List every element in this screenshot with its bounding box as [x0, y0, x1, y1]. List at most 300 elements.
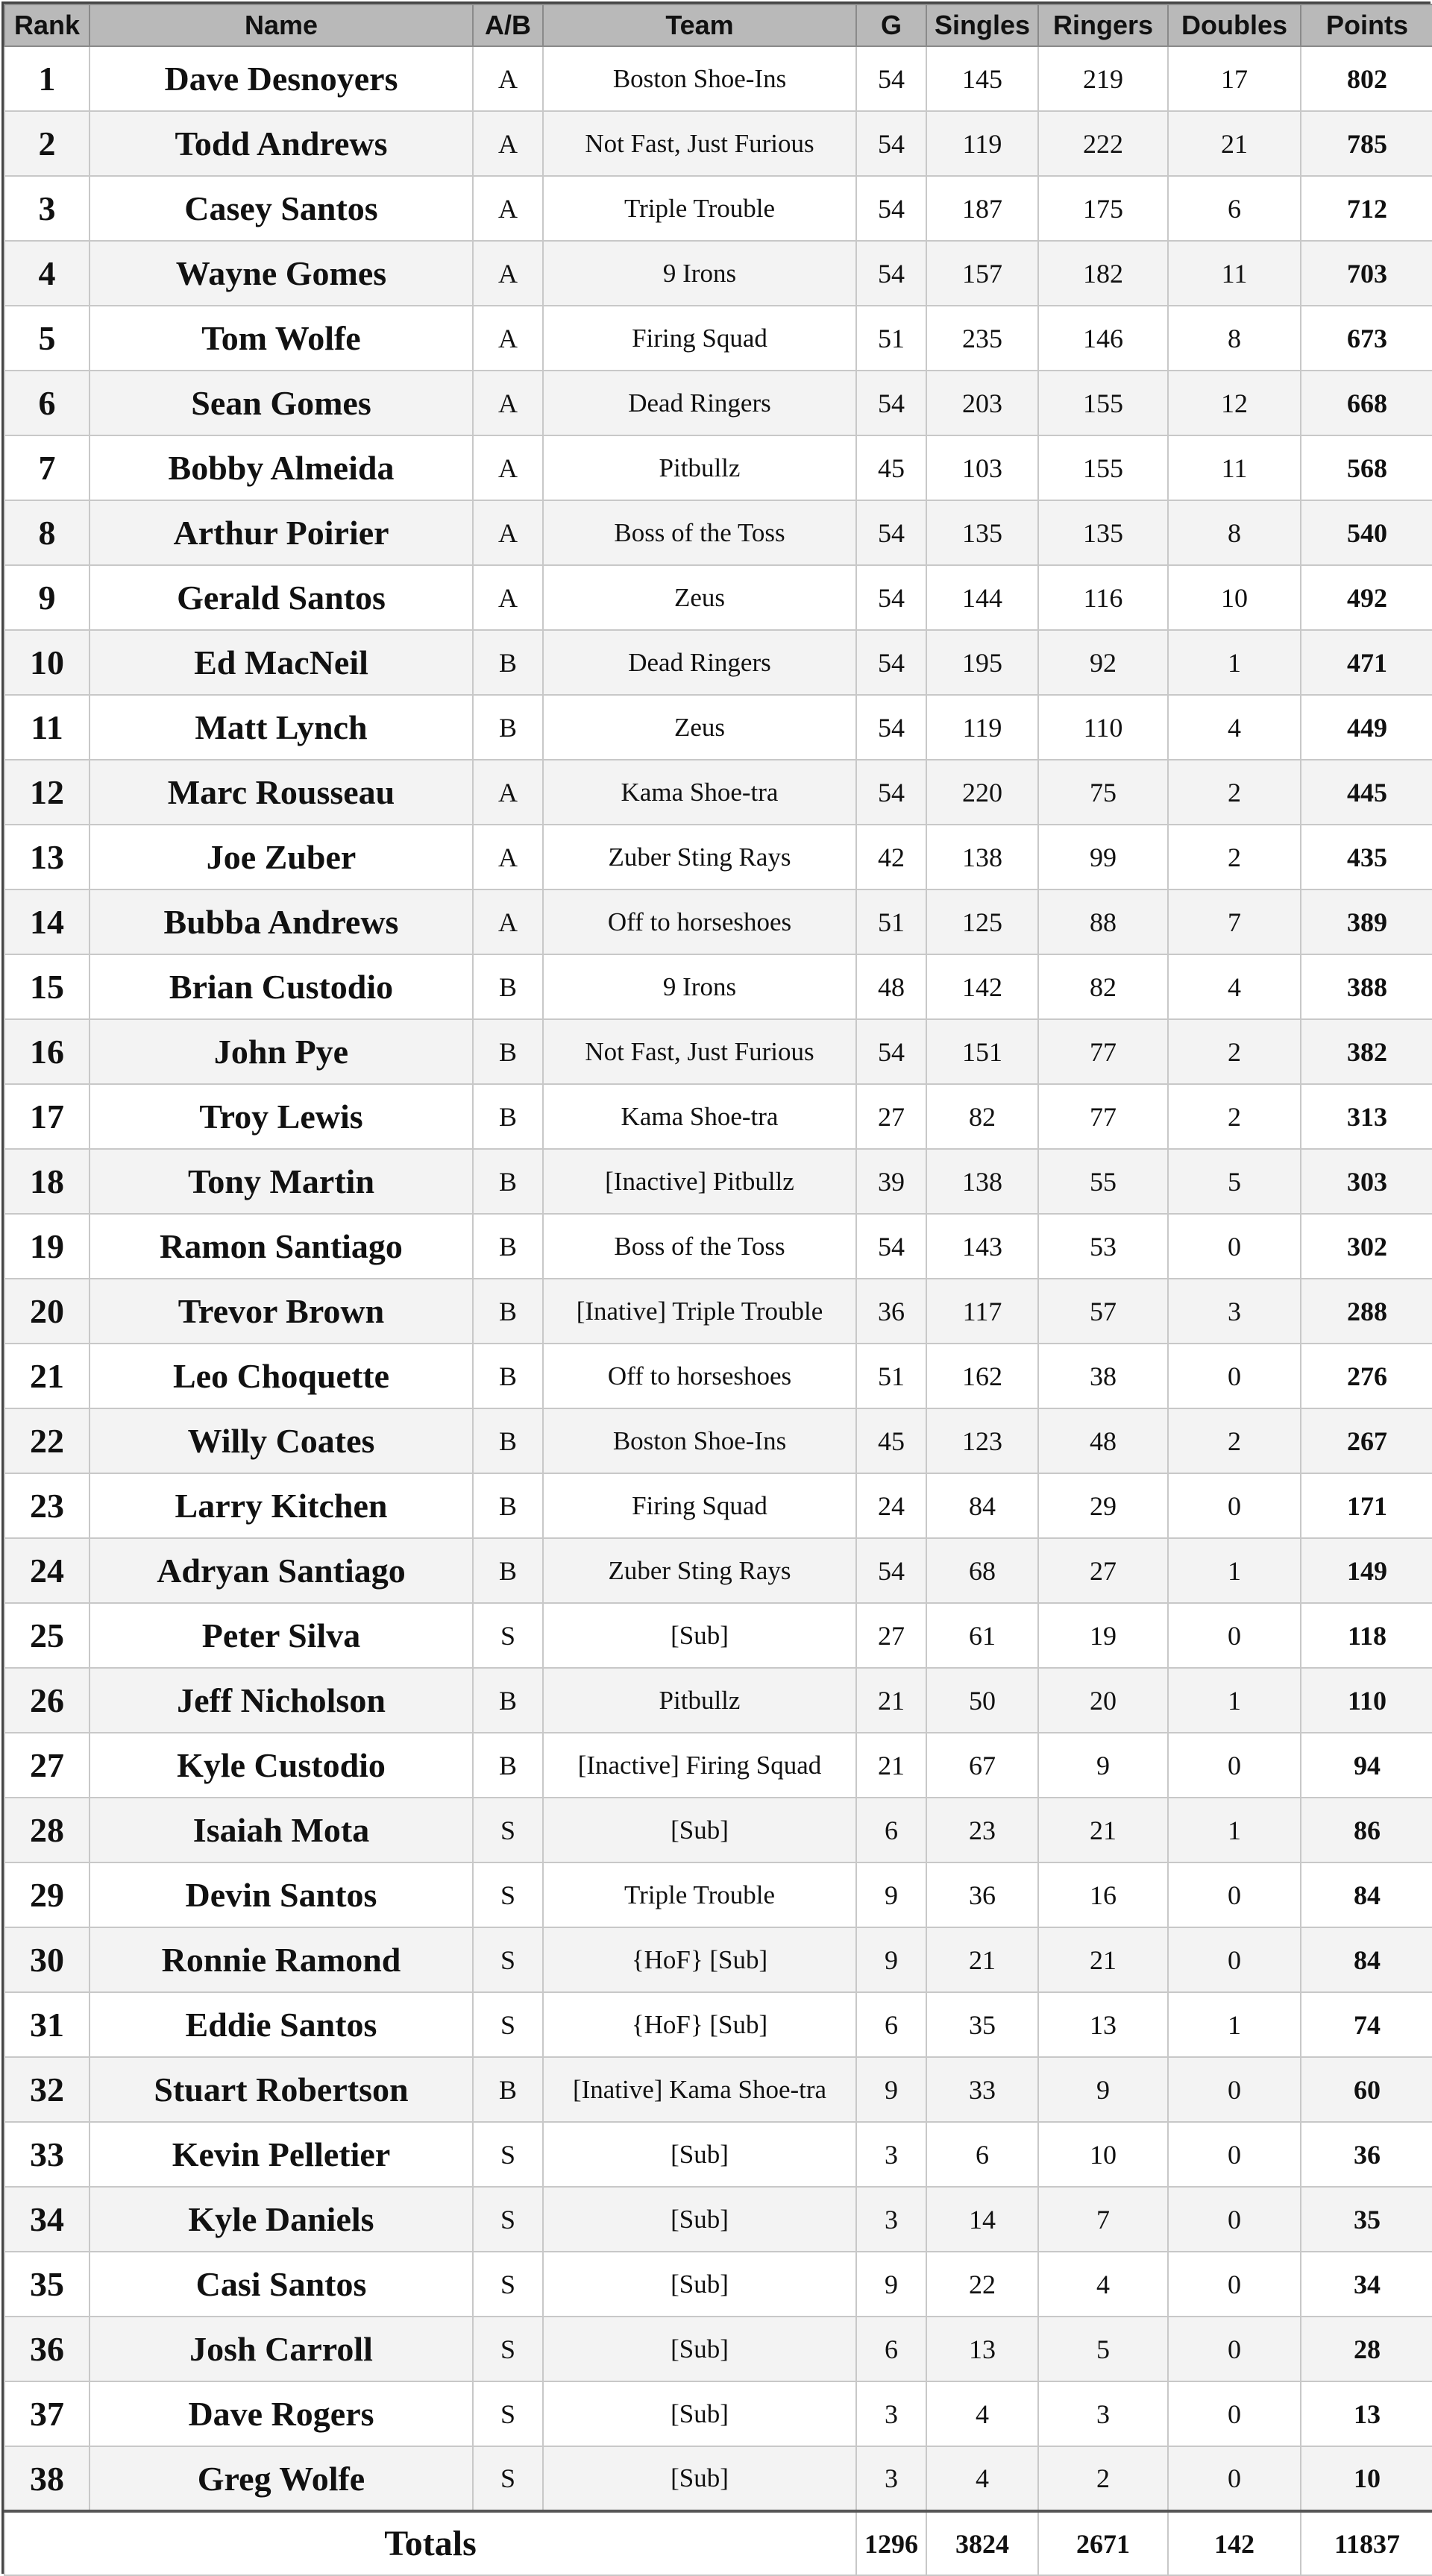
- cell-singles: 138: [926, 825, 1038, 889]
- cell-ringers: 135: [1038, 500, 1168, 565]
- cell-ringers: 155: [1038, 371, 1168, 435]
- cell-points: 302: [1301, 1214, 1432, 1279]
- cell-team: Zeus: [543, 565, 856, 630]
- table-row: [4, 241, 1432, 306]
- cell-points: 389: [1301, 889, 1432, 954]
- cell-name: Kevin Pelletier: [90, 2122, 473, 2187]
- cell-team: Dead Ringers: [543, 371, 856, 435]
- cell-games: 39: [856, 1149, 926, 1214]
- cell-singles: 84: [926, 1473, 1038, 1538]
- header-rank: Rank: [4, 4, 90, 46]
- cell-ringers: 7: [1038, 2187, 1168, 2252]
- cell-games: 54: [856, 500, 926, 565]
- cell-ab: B: [473, 1084, 543, 1149]
- cell-ringers: 38: [1038, 1344, 1168, 1408]
- cell-name: Isaiah Mota: [90, 1798, 473, 1862]
- cell-singles: 4: [926, 2381, 1038, 2446]
- cell-ab: S: [473, 1798, 543, 1862]
- totals-doubles: 142: [1168, 2511, 1301, 2575]
- cell-doubles: 1: [1168, 1538, 1301, 1603]
- cell-singles: 67: [926, 1733, 1038, 1798]
- table-row: [4, 2252, 1432, 2317]
- cell-points: 94: [1301, 1733, 1432, 1798]
- cell-team: [Inative] Kama Shoe-tra: [543, 2057, 856, 2122]
- cell-games: 54: [856, 1019, 926, 1084]
- cell-ringers: 2: [1038, 2446, 1168, 2511]
- cell-name: Willy Coates: [90, 1408, 473, 1473]
- cell-rank: 7: [4, 435, 90, 500]
- cell-singles: 125: [926, 889, 1038, 954]
- totals-singles: 3824: [926, 2511, 1038, 2575]
- cell-doubles: 0: [1168, 1473, 1301, 1538]
- cell-doubles: 0: [1168, 2317, 1301, 2381]
- cell-singles: 4: [926, 2446, 1038, 2511]
- cell-rank: 20: [4, 1279, 90, 1344]
- cell-games: 36: [856, 1279, 926, 1344]
- cell-team: [Inactive] Firing Squad: [543, 1733, 856, 1798]
- cell-points: 382: [1301, 1019, 1432, 1084]
- table-row: [4, 2187, 1432, 2252]
- table-row: [4, 825, 1432, 889]
- cell-singles: 142: [926, 954, 1038, 1019]
- cell-name: Larry Kitchen: [90, 1473, 473, 1538]
- cell-team: 9 Irons: [543, 954, 856, 1019]
- cell-team: {HoF} [Sub]: [543, 1992, 856, 2057]
- cell-singles: 151: [926, 1019, 1038, 1084]
- cell-rank: 9: [4, 565, 90, 630]
- cell-doubles: 0: [1168, 1344, 1301, 1408]
- cell-name: Stuart Robertson: [90, 2057, 473, 2122]
- cell-points: 84: [1301, 1927, 1432, 1992]
- cell-games: 54: [856, 1214, 926, 1279]
- cell-name: Casi Santos: [90, 2252, 473, 2317]
- cell-team: [Sub]: [543, 1798, 856, 1862]
- cell-rank: 36: [4, 2317, 90, 2381]
- cell-games: 3: [856, 2187, 926, 2252]
- table-row: [4, 1019, 1432, 1084]
- table-body: [4, 46, 1432, 2511]
- cell-points: 84: [1301, 1862, 1432, 1927]
- cell-team: Kama Shoe-tra: [543, 1084, 856, 1149]
- cell-games: 3: [856, 2446, 926, 2511]
- cell-name: Josh Carroll: [90, 2317, 473, 2381]
- cell-doubles: 0: [1168, 2446, 1301, 2511]
- cell-ringers: 10: [1038, 2122, 1168, 2187]
- cell-games: 54: [856, 565, 926, 630]
- cell-points: 540: [1301, 500, 1432, 565]
- cell-rank: 37: [4, 2381, 90, 2446]
- table-row: [4, 1992, 1432, 2057]
- cell-doubles: 0: [1168, 1733, 1301, 1798]
- cell-singles: 220: [926, 760, 1038, 825]
- cell-rank: 28: [4, 1798, 90, 1862]
- cell-points: 303: [1301, 1149, 1432, 1214]
- table-row: [4, 1798, 1432, 1862]
- cell-team: Off to horseshoes: [543, 1344, 856, 1408]
- cell-doubles: 0: [1168, 2057, 1301, 2122]
- cell-ab: B: [473, 630, 543, 695]
- cell-team: Zuber Sting Rays: [543, 825, 856, 889]
- cell-points: 10: [1301, 2446, 1432, 2511]
- cell-team: 9 Irons: [543, 241, 856, 306]
- cell-ab: S: [473, 1603, 543, 1668]
- cell-ringers: 77: [1038, 1084, 1168, 1149]
- cell-singles: 117: [926, 1279, 1038, 1344]
- cell-ringers: 175: [1038, 176, 1168, 241]
- cell-points: 13: [1301, 2381, 1432, 2446]
- cell-doubles: 0: [1168, 1927, 1301, 1992]
- cell-points: 445: [1301, 760, 1432, 825]
- cell-team: Dead Ringers: [543, 630, 856, 695]
- cell-ringers: 155: [1038, 435, 1168, 500]
- cell-points: 435: [1301, 825, 1432, 889]
- cell-doubles: 8: [1168, 500, 1301, 565]
- cell-rank: 26: [4, 1668, 90, 1733]
- cell-games: 54: [856, 176, 926, 241]
- cell-ab: S: [473, 2187, 543, 2252]
- cell-team: [Inactive] Pitbullz: [543, 1149, 856, 1214]
- table-row: [4, 2122, 1432, 2187]
- cell-ab: A: [473, 46, 543, 111]
- cell-rank: 21: [4, 1344, 90, 1408]
- cell-name: Leo Choquette: [90, 1344, 473, 1408]
- cell-points: 118: [1301, 1603, 1432, 1668]
- cell-ab: B: [473, 1279, 543, 1344]
- cell-name: Trevor Brown: [90, 1279, 473, 1344]
- cell-rank: 38: [4, 2446, 90, 2511]
- cell-singles: 157: [926, 241, 1038, 306]
- cell-name: Gerald Santos: [90, 565, 473, 630]
- cell-doubles: 1: [1168, 630, 1301, 695]
- cell-doubles: 6: [1168, 176, 1301, 241]
- totals-ringers: 2671: [1038, 2511, 1168, 2575]
- cell-doubles: 3: [1168, 1279, 1301, 1344]
- cell-ringers: 19: [1038, 1603, 1168, 1668]
- cell-singles: 68: [926, 1538, 1038, 1603]
- cell-games: 45: [856, 435, 926, 500]
- standings-table: [4, 4, 1432, 2576]
- cell-games: 48: [856, 954, 926, 1019]
- cell-rank: 13: [4, 825, 90, 889]
- cell-ringers: 3: [1038, 2381, 1168, 2446]
- header-ab: A/B: [473, 4, 543, 46]
- cell-team: Not Fast, Just Furious: [543, 111, 856, 176]
- header-games: G: [856, 4, 926, 46]
- cell-ab: S: [473, 1862, 543, 1927]
- cell-name: Ramon Santiago: [90, 1214, 473, 1279]
- table-row: [4, 2317, 1432, 2381]
- cell-singles: 203: [926, 371, 1038, 435]
- cell-ab: A: [473, 176, 543, 241]
- cell-games: 3: [856, 2381, 926, 2446]
- header-doubles: Doubles: [1168, 4, 1301, 46]
- cell-name: Brian Custodio: [90, 954, 473, 1019]
- table-row: [4, 1149, 1432, 1214]
- cell-doubles: 11: [1168, 241, 1301, 306]
- cell-points: 388: [1301, 954, 1432, 1019]
- cell-ringers: 99: [1038, 825, 1168, 889]
- cell-points: 288: [1301, 1279, 1432, 1344]
- cell-points: 86: [1301, 1798, 1432, 1862]
- cell-ringers: 9: [1038, 1733, 1168, 1798]
- cell-games: 6: [856, 1798, 926, 1862]
- cell-games: 9: [856, 2057, 926, 2122]
- cell-singles: 6: [926, 2122, 1038, 2187]
- cell-points: 60: [1301, 2057, 1432, 2122]
- cell-rank: 34: [4, 2187, 90, 2252]
- cell-doubles: 4: [1168, 695, 1301, 760]
- cell-rank: 33: [4, 2122, 90, 2187]
- cell-points: 267: [1301, 1408, 1432, 1473]
- cell-name: Peter Silva: [90, 1603, 473, 1668]
- cell-singles: 123: [926, 1408, 1038, 1473]
- cell-name: Dave Rogers: [90, 2381, 473, 2446]
- cell-name: Ed MacNeil: [90, 630, 473, 695]
- table-row: [4, 1603, 1432, 1668]
- table-row: [4, 2446, 1432, 2511]
- cell-ringers: 53: [1038, 1214, 1168, 1279]
- table-row: [4, 1408, 1432, 1473]
- cell-games: 24: [856, 1473, 926, 1538]
- table-row: [4, 630, 1432, 695]
- cell-singles: 144: [926, 565, 1038, 630]
- cell-name: Bobby Almeida: [90, 435, 473, 500]
- cell-rank: 11: [4, 695, 90, 760]
- cell-rank: 12: [4, 760, 90, 825]
- cell-ringers: 57: [1038, 1279, 1168, 1344]
- cell-rank: 3: [4, 176, 90, 241]
- cell-games: 3: [856, 2122, 926, 2187]
- cell-ab: B: [473, 1344, 543, 1408]
- cell-doubles: 0: [1168, 1603, 1301, 1668]
- header-name: Name: [90, 4, 473, 46]
- cell-name: Bubba Andrews: [90, 889, 473, 954]
- cell-ab: B: [473, 1538, 543, 1603]
- cell-name: Tom Wolfe: [90, 306, 473, 371]
- cell-name: Marc Rousseau: [90, 760, 473, 825]
- cell-ringers: 21: [1038, 1798, 1168, 1862]
- table-row: [4, 306, 1432, 371]
- cell-team: Boston Shoe-Ins: [543, 1408, 856, 1473]
- cell-singles: 143: [926, 1214, 1038, 1279]
- cell-name: Casey Santos: [90, 176, 473, 241]
- cell-rank: 5: [4, 306, 90, 371]
- cell-rank: 8: [4, 500, 90, 565]
- table-row: [4, 500, 1432, 565]
- cell-singles: 21: [926, 1927, 1038, 1992]
- table-row: [4, 1927, 1432, 1992]
- totals-games: 1296: [856, 2511, 926, 2575]
- cell-games: 6: [856, 2317, 926, 2381]
- table-row: [4, 371, 1432, 435]
- cell-doubles: 21: [1168, 111, 1301, 176]
- cell-ringers: 75: [1038, 760, 1168, 825]
- cell-singles: 145: [926, 46, 1038, 111]
- cell-doubles: 8: [1168, 306, 1301, 371]
- cell-doubles: 2: [1168, 1019, 1301, 1084]
- cell-games: 54: [856, 46, 926, 111]
- cell-name: Jeff Nicholson: [90, 1668, 473, 1733]
- cell-ab: B: [473, 695, 543, 760]
- cell-singles: 119: [926, 695, 1038, 760]
- cell-rank: 29: [4, 1862, 90, 1927]
- table-row: [4, 565, 1432, 630]
- cell-name: Adryan Santiago: [90, 1538, 473, 1603]
- cell-ab: S: [473, 2446, 543, 2511]
- cell-games: 9: [856, 1862, 926, 1927]
- table-row: [4, 1344, 1432, 1408]
- cell-team: {HoF} [Sub]: [543, 1927, 856, 1992]
- cell-ab: A: [473, 500, 543, 565]
- cell-rank: 22: [4, 1408, 90, 1473]
- cell-games: 51: [856, 889, 926, 954]
- cell-team: Boston Shoe-Ins: [543, 46, 856, 111]
- cell-rank: 14: [4, 889, 90, 954]
- cell-team: [Sub]: [543, 2317, 856, 2381]
- cell-name: John Pye: [90, 1019, 473, 1084]
- header-singles: Singles: [926, 4, 1038, 46]
- cell-ringers: 29: [1038, 1473, 1168, 1538]
- cell-ringers: 77: [1038, 1019, 1168, 1084]
- cell-games: 51: [856, 1344, 926, 1408]
- cell-rank: 35: [4, 2252, 90, 2317]
- cell-rank: 6: [4, 371, 90, 435]
- cell-points: 712: [1301, 176, 1432, 241]
- cell-doubles: 0: [1168, 2381, 1301, 2446]
- cell-ringers: 92: [1038, 630, 1168, 695]
- cell-doubles: 12: [1168, 371, 1301, 435]
- cell-singles: 50: [926, 1668, 1038, 1733]
- cell-singles: 33: [926, 2057, 1038, 2122]
- cell-rank: 1: [4, 46, 90, 111]
- cell-team: [Sub]: [543, 2446, 856, 2511]
- cell-ab: B: [473, 1668, 543, 1733]
- cell-points: 36: [1301, 2122, 1432, 2187]
- cell-games: 54: [856, 241, 926, 306]
- cell-rank: 25: [4, 1603, 90, 1668]
- table-row: [4, 46, 1432, 111]
- cell-name: Joe Zuber: [90, 825, 473, 889]
- cell-ringers: 55: [1038, 1149, 1168, 1214]
- cell-ab: A: [473, 435, 543, 500]
- cell-name: Eddie Santos: [90, 1992, 473, 2057]
- cell-team: Boss of the Toss: [543, 500, 856, 565]
- cell-ab: S: [473, 2317, 543, 2381]
- cell-ringers: 182: [1038, 241, 1168, 306]
- cell-ab: B: [473, 1473, 543, 1538]
- cell-ab: S: [473, 2122, 543, 2187]
- cell-rank: 31: [4, 1992, 90, 2057]
- cell-ringers: 116: [1038, 565, 1168, 630]
- cell-rank: 18: [4, 1149, 90, 1214]
- cell-games: 9: [856, 2252, 926, 2317]
- cell-ringers: 5: [1038, 2317, 1168, 2381]
- cell-points: 28: [1301, 2317, 1432, 2381]
- cell-ringers: 27: [1038, 1538, 1168, 1603]
- cell-ab: B: [473, 1733, 543, 1798]
- cell-points: 149: [1301, 1538, 1432, 1603]
- cell-singles: 23: [926, 1798, 1038, 1862]
- cell-ringers: 219: [1038, 46, 1168, 111]
- cell-doubles: 0: [1168, 1214, 1301, 1279]
- cell-ringers: 4: [1038, 2252, 1168, 2317]
- cell-team: Pitbullz: [543, 1668, 856, 1733]
- cell-points: 110: [1301, 1668, 1432, 1733]
- cell-team: Not Fast, Just Furious: [543, 1019, 856, 1084]
- table-row: [4, 1668, 1432, 1733]
- cell-ab: S: [473, 2381, 543, 2446]
- cell-ab: S: [473, 2252, 543, 2317]
- cell-ab: B: [473, 1408, 543, 1473]
- cell-singles: 61: [926, 1603, 1038, 1668]
- cell-singles: 135: [926, 500, 1038, 565]
- cell-ab: S: [473, 1927, 543, 1992]
- cell-team: Boss of the Toss: [543, 1214, 856, 1279]
- totals-row: [4, 2511, 1432, 2575]
- cell-doubles: 0: [1168, 2252, 1301, 2317]
- cell-points: 35: [1301, 2187, 1432, 2252]
- table-row: [4, 435, 1432, 500]
- cell-doubles: 0: [1168, 1862, 1301, 1927]
- table-row: [4, 889, 1432, 954]
- cell-singles: 162: [926, 1344, 1038, 1408]
- cell-team: [Inative] Triple Trouble: [543, 1279, 856, 1344]
- cell-doubles: 0: [1168, 2122, 1301, 2187]
- cell-team: [Sub]: [543, 2381, 856, 2446]
- cell-name: Matt Lynch: [90, 695, 473, 760]
- cell-games: 54: [856, 111, 926, 176]
- cell-ab: A: [473, 241, 543, 306]
- cell-name: Wayne Gomes: [90, 241, 473, 306]
- cell-games: 21: [856, 1668, 926, 1733]
- cell-points: 449: [1301, 695, 1432, 760]
- cell-doubles: 5: [1168, 1149, 1301, 1214]
- cell-ringers: 110: [1038, 695, 1168, 760]
- table-row: [4, 760, 1432, 825]
- cell-points: 171: [1301, 1473, 1432, 1538]
- cell-rank: 16: [4, 1019, 90, 1084]
- cell-team: Firing Squad: [543, 1473, 856, 1538]
- cell-ringers: 88: [1038, 889, 1168, 954]
- cell-rank: 15: [4, 954, 90, 1019]
- cell-games: 6: [856, 1992, 926, 2057]
- cell-ab: A: [473, 889, 543, 954]
- table-row: [4, 954, 1432, 1019]
- cell-games: 21: [856, 1733, 926, 1798]
- table-row: [4, 1538, 1432, 1603]
- cell-team: Kama Shoe-tra: [543, 760, 856, 825]
- cell-team: Zuber Sting Rays: [543, 1538, 856, 1603]
- cell-games: 42: [856, 825, 926, 889]
- cell-points: 34: [1301, 2252, 1432, 2317]
- cell-games: 27: [856, 1603, 926, 1668]
- standings-table-container: [1, 1, 1431, 2574]
- cell-doubles: 4: [1168, 954, 1301, 1019]
- cell-doubles: 2: [1168, 1408, 1301, 1473]
- cell-points: 492: [1301, 565, 1432, 630]
- cell-singles: 187: [926, 176, 1038, 241]
- cell-rank: 2: [4, 111, 90, 176]
- cell-singles: 36: [926, 1862, 1038, 1927]
- totals-label: Totals: [4, 2511, 856, 2575]
- cell-singles: 22: [926, 2252, 1038, 2317]
- cell-ringers: 13: [1038, 1992, 1168, 2057]
- table-row: [4, 2057, 1432, 2122]
- cell-team: Pitbullz: [543, 435, 856, 500]
- cell-ringers: 48: [1038, 1408, 1168, 1473]
- cell-singles: 195: [926, 630, 1038, 695]
- cell-games: 54: [856, 695, 926, 760]
